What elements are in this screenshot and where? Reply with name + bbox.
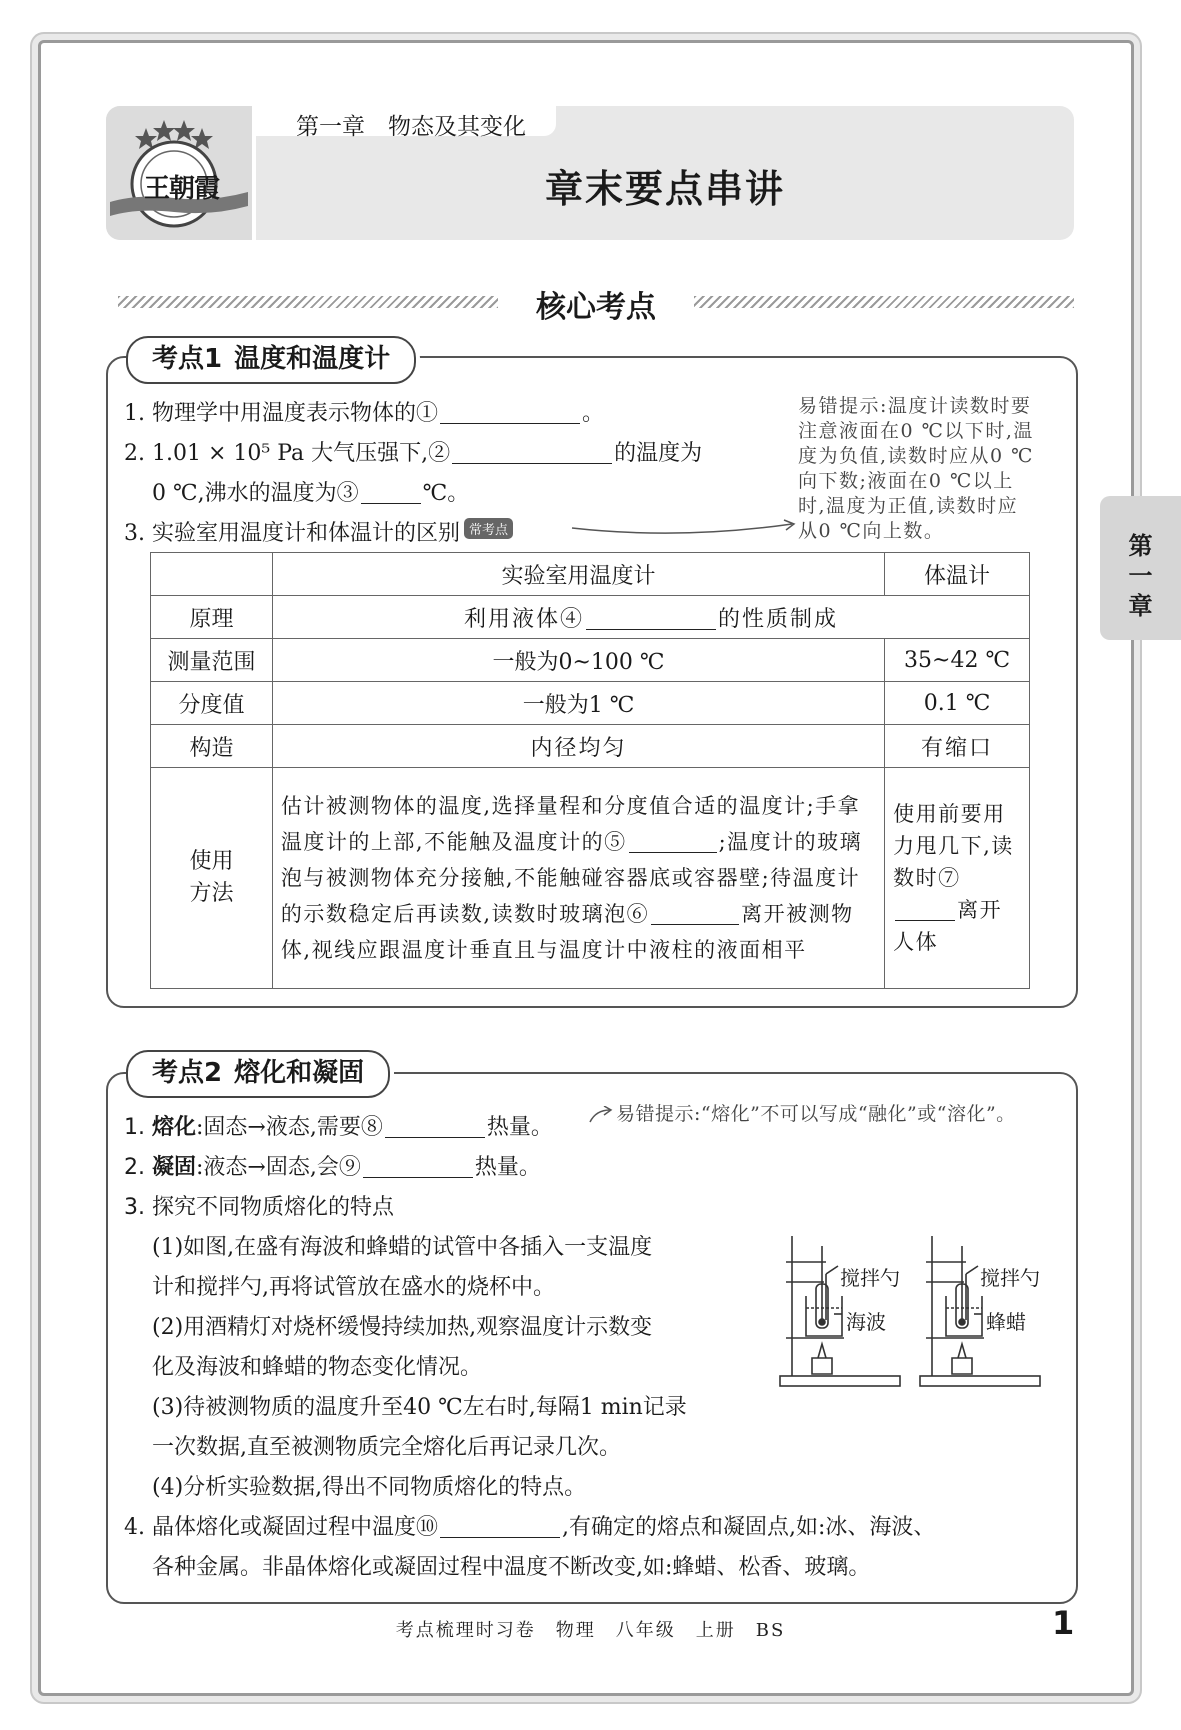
topic1-line3: [152, 476, 469, 507]
usage-clinical: [885, 768, 1030, 989]
label-hypo: 海波: [846, 1310, 886, 1334]
principle-cell: [272, 596, 1029, 639]
blank-4[interactable]: [586, 607, 716, 630]
topic1-line4: [124, 516, 513, 547]
topic2-line1-end: 热量。: [486, 1115, 553, 1140]
logo-text: 王朝霞: [144, 174, 220, 204]
topic1-line4-text: 3. 实验室用温度计和体温计的区别: [124, 521, 460, 546]
chapter-header: [106, 106, 1074, 240]
label-wax: 蜂蜡: [986, 1310, 1026, 1334]
row-label-usage: 使用方法: [151, 768, 273, 989]
publisher-logo: [106, 106, 252, 240]
blank-10[interactable]: [440, 1515, 560, 1538]
blank-6[interactable]: [651, 903, 739, 925]
topic2-line4-text: 4. 晶体熔化或凝固过程中温度⑩: [124, 1515, 438, 1540]
range-lab: 一般为0~100 ℃: [272, 639, 884, 682]
topic1-line3-end: ℃。: [422, 481, 470, 506]
topic2-number: 考点2: [152, 1058, 223, 1088]
blank-9[interactable]: [363, 1155, 473, 1178]
topic1-line3-text: 0 ℃,沸水的温度为③: [152, 481, 359, 506]
label-stirrer-1: 搅拌勺: [840, 1266, 900, 1290]
page-number: 1: [1052, 1604, 1075, 1642]
topic2-line2-num: 2.: [124, 1155, 152, 1180]
topic2-line1-text: :固态→液态,需要⑧: [196, 1115, 383, 1140]
topic1-line1: [124, 396, 604, 427]
tip-arrow-icon-2: [588, 1106, 614, 1126]
topic2-title: 熔化和凝固: [234, 1058, 365, 1088]
topic1-tip: 易错提示:温度计读数时要注意液面在0 ℃以下时,温度为负值,读数时应从0 ℃向下数;液面在0 ℃以上时,温度为正值,读数时应从0 ℃向上数。: [798, 395, 1034, 542]
topic1-line2-end: 的温度为: [614, 441, 703, 466]
chapter-side-tab: [1100, 496, 1181, 640]
structure-clinical: 有缩口: [885, 725, 1030, 768]
step2-b: 化及海波和蜂蜡的物态变化情况。: [152, 1355, 483, 1380]
row-label-division: 分度值: [151, 682, 273, 725]
topic2-line2-end: 热量。: [474, 1155, 541, 1180]
side-tab-char-3: 章: [1128, 592, 1153, 620]
topic2-line4b: 各种金属。非晶体熔化或凝固过程中温度不断改变,如:蜂蜡、松香、玻璃。: [152, 1555, 871, 1580]
section-title: 核心考点: [536, 290, 656, 325]
blank-8[interactable]: [385, 1115, 485, 1138]
blank-7[interactable]: [895, 899, 955, 921]
step2-a: (2)用酒精灯对烧杯缓慢持续加热,观察温度计示数变: [152, 1315, 653, 1340]
usage-clinical-part1: 使用前要用力甩几下,读数时⑦: [893, 802, 1014, 890]
division-clinical: 0.1 ℃: [885, 682, 1030, 725]
topic2-tab: [126, 1050, 390, 1098]
topic1-line2-text: 2. 1.01 × 10⁵ Pa 大气压强下,②: [124, 441, 451, 466]
topic2-line1: [124, 1110, 553, 1141]
structure-lab: 内径均匀: [272, 725, 884, 768]
table-header-clinical: 体温计: [885, 553, 1030, 596]
side-tab-char-1: 第: [1128, 532, 1153, 560]
table-corner: [151, 553, 273, 596]
topic1-number: 考点1: [152, 344, 223, 374]
blank-3[interactable]: [361, 481, 421, 504]
topic2-tip: 易错提示:“熔化”不可以写成“融化”或“溶化”。: [616, 1103, 1016, 1125]
topic1-line1-end: 。: [581, 401, 604, 426]
step3-a: (3)待被测物质的温度升至40 ℃左右时,每隔1 min记录: [152, 1395, 687, 1420]
usage-clinical-part2: 离开人体: [893, 898, 1003, 954]
melting-apparatus-figure: [778, 1232, 1058, 1392]
row-label-structure: 构造: [151, 725, 273, 768]
tip-arrow-icon: [570, 516, 800, 544]
topic2-line2: [124, 1150, 541, 1181]
topic2-line1-term: 熔化: [151, 1115, 196, 1140]
division-lab: 一般为1 ℃: [272, 682, 884, 725]
topic2-line4-end: ,有确定的熔点和凝固点,如:冰、海波、: [561, 1515, 936, 1540]
chapter-label: 第一章 物态及其变化: [296, 114, 526, 140]
step1-b: 计和搅拌勺,再将试管放在盛水的烧杯中。: [152, 1275, 555, 1300]
topic2-line3: 3. 探究不同物质熔化的特点: [124, 1195, 394, 1220]
topic2-line2-text: :液态→固态,会⑨: [196, 1155, 361, 1180]
topic2-line2-term: 凝固: [151, 1155, 196, 1180]
blank-1[interactable]: [440, 401, 580, 424]
step1-a: (1)如图,在盛有海波和蜂蜡的试管中各插入一支温度: [152, 1235, 653, 1260]
range-clinical: 35~42 ℃: [885, 639, 1030, 682]
blank-5[interactable]: [629, 831, 717, 853]
blank-2[interactable]: [452, 441, 612, 464]
topic1-line1-text: 1. 物理学中用温度表示物体的①: [124, 401, 438, 426]
page-footer: 考点梳理时习卷 物理 八年级 上册 BS: [395, 1620, 786, 1641]
row-label-principle: 原理: [151, 596, 273, 639]
frequent-badge: 常考点: [464, 518, 513, 539]
principle-text: 利用液体④: [463, 606, 584, 632]
topic2-line1-num: 1.: [124, 1115, 152, 1140]
side-tab-char-2: 一: [1128, 562, 1153, 590]
usage-lab: [272, 768, 884, 989]
principle-end: 的性质制成: [717, 606, 838, 632]
label-stirrer-2: 搅拌勺: [980, 1266, 1040, 1290]
section-heading: [118, 282, 1074, 325]
row-label-range: 测量范围: [151, 639, 273, 682]
table-header-lab: 实验室用温度计: [272, 553, 884, 596]
topic1-tab: [126, 336, 416, 384]
topic1-line2: [124, 436, 702, 467]
usage-lab-part1: 估计被测物体的温度,选择量程和分度值合适的温度计;手拿温度计的上部,不能触及温度计的⑤: [280, 794, 861, 854]
usage-lab-part2: ;温度计的玻璃泡与被测物体充分接触,不能触碰容器底或容器壁;待温度计的示数稳定后再读数,读数时玻璃泡⑥: [280, 830, 863, 926]
page-title: 章末要点串讲: [544, 167, 785, 211]
topic1-title: 温度和温度计: [234, 344, 391, 374]
step4: (4)分析实验数据,得出不同物质熔化的特点。: [152, 1475, 587, 1500]
topic2-line4: [124, 1510, 935, 1541]
thermometer-table: [150, 552, 1030, 989]
usage-lab-part3: 离开被测物体,视线应跟温度计垂直且与温度计中液柱的液面相平: [280, 902, 854, 962]
step3-b: 一次数据,直至被测物质完全熔化后再记录几次。: [152, 1435, 621, 1460]
